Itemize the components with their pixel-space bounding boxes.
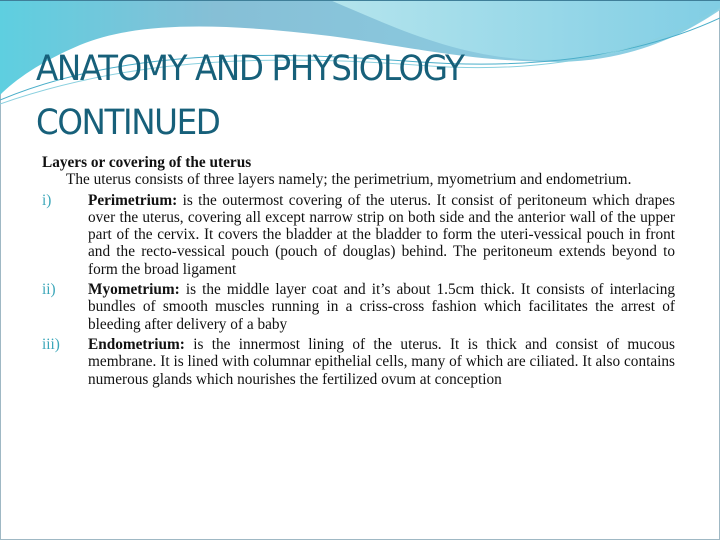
list-item-text bbox=[88, 336, 675, 388]
list-number: ii) bbox=[42, 281, 56, 299]
term: Endometrium: bbox=[88, 335, 185, 353]
list-item-text bbox=[88, 281, 675, 333]
slide-title bbox=[36, 42, 631, 150]
description: is the middle layer coat and it’s about 1.5cm thick. It consists of interlacing bundles of smooth muscles running in a criss-cross fashion which facilitates the arrest of bleeding after delivery of a baby bbox=[88, 281, 675, 333]
intro-paragraph: The uterus consists of three layers namely; the perimetrium, myometrium and endometrium. bbox=[66, 171, 632, 189]
list-item bbox=[42, 281, 675, 333]
list-item bbox=[42, 192, 675, 278]
term: Myometrium: bbox=[88, 281, 180, 299]
title-line-1: ANATOMY AND PHYSIOLOGY bbox=[36, 49, 464, 89]
description: is the innermost lining of the uterus. It is thick and consist of mucous membrane. It is lined with columnar epithelial cells, many of which are ciliated. It also contains numerous glands which nourishes the fertilized ovum at conception bbox=[88, 335, 675, 388]
list-item bbox=[42, 336, 675, 388]
list-number: i) bbox=[42, 191, 52, 209]
description: is the outermost covering of the uterus. It consist of peritoneum which drapes over the uterus, covering all except narrow strip on both side and the anterior wall of the upper part of the cervix. It covers the bladder at the bladder to form the uteri-vessical pouch in front and the recto-vessical pouch (pouch of douglas) behind. The peritoneum extends beyond to form the broad ligament bbox=[88, 191, 675, 278]
list-number: iii) bbox=[42, 335, 60, 353]
slide-content bbox=[42, 154, 675, 388]
section-heading: Layers or covering of the uterus bbox=[42, 154, 252, 171]
title-line-2: CONTINUED bbox=[36, 103, 220, 143]
list-item-text bbox=[88, 192, 675, 278]
term: Perimetrium: bbox=[88, 191, 178, 209]
